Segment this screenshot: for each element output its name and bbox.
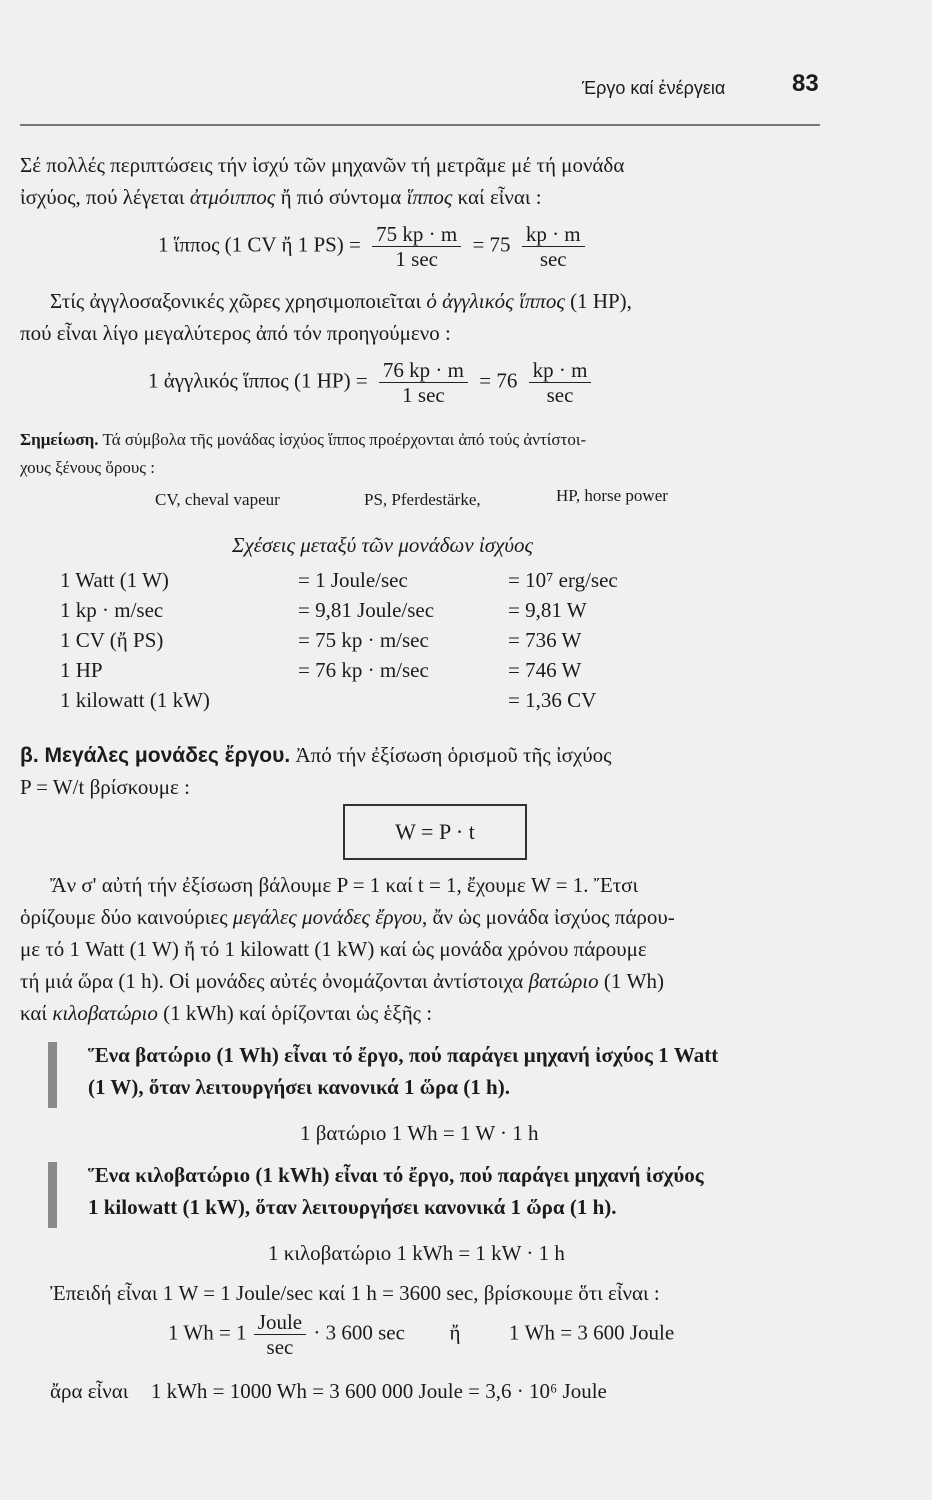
para3-term-kilowatt-hour: κιλοβατώριο [52, 1001, 158, 1025]
para3-line5-a: καί [20, 1001, 53, 1025]
eq3-mid: · 3 600 sec [313, 1320, 405, 1345]
para1-line2-b: ἤ πιό σύντομα [275, 185, 407, 209]
table-cell-unit: 1 Watt (1 W) [60, 568, 169, 592]
eq2-fraction [379, 358, 468, 407]
boxed-equation: W = P · t [343, 804, 527, 860]
definition-2-marker [48, 1162, 57, 1228]
para2-line1-a: Στίς ἀγγλοσαξονικές χῶρες χρησιμοποιεῖται [50, 289, 427, 313]
header-rule [20, 124, 820, 126]
final-equation: 1 kWh = 1000 Wh = 3 600 000 Joule = 3,6 · 10⁶ Joule [150, 1379, 607, 1403]
table-cell-eq2: = 1,36 CV [508, 688, 597, 712]
table-title-text: Σχέσεις μεταξύ τῶν μονάδων ἰσχύος [232, 533, 534, 557]
table-cell-eq1: = 1 Joule/sec [298, 568, 408, 592]
para3-term-large-units: μεγάλες μονάδες ἔργου [232, 905, 422, 929]
eq1-numerator-2: kp · m [522, 222, 585, 247]
para1-line2-c: καί εἶναι : [452, 185, 542, 209]
para3-line4 [20, 966, 664, 997]
note-term-cv: CV, cheval vapeur [155, 490, 280, 509]
final-line [50, 1376, 607, 1407]
table-cell-eq1: = 9,81 Joule/sec [298, 598, 435, 622]
para1-term-atmoippos: ἀτμόιππος [189, 185, 276, 209]
eq3-rhs: 1 Wh = 3 600 Joule [508, 1320, 675, 1345]
note-term-ps: PS, Pferdestärke, [364, 490, 481, 509]
definition-2-line1: Ἕνα κιλοβατώριο (1 kWh) εἶναι τό ἔργο, πού παράγει μηχανή ἰσχύος [88, 1163, 704, 1187]
eq2-fraction-2 [529, 358, 592, 407]
running-header-title: Έργο καί ἐνέργεια [582, 78, 726, 98]
equation-3 [168, 1310, 674, 1359]
table-cell-eq1: = 76 kp · m/sec [298, 658, 429, 682]
section-b-heading: β. Μεγάλες μονάδες ἔργου. [20, 744, 291, 767]
para3-term-watt-hour: βατώριο [528, 969, 599, 993]
eq1-mid: = 75 [472, 232, 511, 257]
para3-line1: Ἄν σ' αὐτή τήν ἐξίσωση βάλουμε P = 1 καί t = 1, ἔχουμε W = 1. Ἔτσι [50, 873, 639, 897]
table-cell-eq2: = 9,81 W [508, 598, 587, 622]
note-term-hp: HP, horse power [556, 486, 668, 505]
eq1-denominator: 1 sec [395, 247, 438, 271]
table-row [60, 686, 760, 716]
para3-line5 [20, 998, 432, 1029]
section-b-line1 [20, 740, 612, 771]
para2-line1 [50, 286, 632, 317]
para3-line2-a: ὁρίζουμε δύο καινούριες [20, 905, 233, 929]
section-b-line2: P = W/t βρίσκουμε : [20, 775, 190, 799]
eq3-lhs: 1 Wh = 1 [168, 1320, 247, 1345]
table-title [232, 530, 533, 561]
table-cell-unit: 1 CV (ἤ PS) [60, 628, 164, 652]
definition-1-line2: (1 W), ὅταν λειτουργήσει κανονικά 1 ὥρα (1 h). [88, 1075, 510, 1099]
para1-term-ippos: ἵππος [406, 185, 453, 209]
para2-line1-b: (1 HP), [564, 289, 632, 313]
equation-2 [148, 358, 597, 407]
table-row [60, 656, 760, 686]
eq1-denominator-2: sec [539, 247, 567, 271]
table-row [60, 566, 760, 596]
table-row [60, 626, 760, 656]
eq2-mid: = 76 [479, 368, 518, 393]
final-label: ἄρα εἶναι [50, 1379, 129, 1403]
para3-line2-b: , ἄν ὡς μονάδα ἰσχύος πάρου- [422, 905, 675, 929]
definition-1-marker [48, 1042, 57, 1108]
eq2-denominator-2: sec [546, 383, 574, 407]
page-number: 83 [792, 70, 819, 97]
table-cell-unit: 1 HP [60, 658, 103, 682]
para1-line1: Σέ πολλές περιπτώσεις τήν ἰσχύ τῶν μηχανῶν τή μετρᾶμε μέ τή μονάδα [20, 153, 625, 177]
table-cell-eq2: = 746 W [508, 658, 582, 682]
table-cell-eq1: = 75 kp · m/sec [298, 628, 429, 652]
definition-2-line2: 1 kilowatt (1 kW), ὅταν λειτουργήσει κανονικά 1 ὥρα (1 h). [88, 1195, 617, 1219]
para2-term-english-hp: ὁ ἀγγλικός ἵππος [426, 289, 565, 313]
eq3-denominator: sec [266, 1335, 294, 1359]
eq1-fraction-2 [522, 222, 585, 271]
note-text: Τά σύμβολα τῆς μονάδας ἰσχύος ἵππος προέρχονται ἀπό τούς ἀντίστοι- [98, 430, 587, 449]
table-cell-unit: 1 kilowatt (1 kW) [60, 688, 210, 712]
eq3-fraction [254, 1310, 306, 1359]
eq3-numerator: Joule [254, 1310, 306, 1335]
para3-line3: με τό 1 Watt (1 W) ἤ τό 1 kilowatt (1 kW) καί ὡς μονάδα χρόνου πάρουμε [20, 937, 647, 961]
definition-2-equation: 1 κιλοβατώριο 1 kWh = 1 kW · 1 h [268, 1241, 565, 1265]
note-line1 [20, 426, 586, 453]
para3-line4-a: τή μιά ὥρα (1 h). Οἱ μονάδες αὐτές ὀνομάζονται ἀντίστοιχα [20, 969, 529, 993]
para1-line2-a: ἰσχύος, πού λέγεται [20, 185, 190, 209]
eq2-numerator: 76 kp · m [379, 358, 468, 383]
para2-line2: πού εἶναι λίγο μεγαλύτερος ἀπό τόν προηγούμενο : [20, 321, 451, 345]
para1-line2 [20, 182, 542, 213]
note-label: Σημείωση. [20, 430, 99, 449]
eq1-fraction [372, 222, 461, 271]
table-cell-eq2: = 736 W [508, 628, 582, 652]
definition-1-equation: 1 βατώριο 1 Wh = 1 W · 1 h [300, 1121, 539, 1145]
para3-line4-b: (1 Wh) [598, 969, 664, 993]
table-cell-eq2: = 10⁷ erg/sec [508, 568, 618, 592]
para3-line2 [20, 902, 675, 933]
eq1-numerator: 75 kp · m [372, 222, 461, 247]
para3-line5-b: (1 kWh) καί ὁρίζονται ὡς ἑξῆς : [157, 1001, 433, 1025]
para4-line1: Ἐπειδή εἶναι 1 W = 1 Joule/sec καί 1 h = 3600 sec, βρίσκουμε ὅτι εἶναι : [50, 1281, 660, 1305]
eq1-lhs: 1 ἵππος (1 CV ἤ 1 PS) = [158, 232, 361, 257]
note-line2: χους ξένους ὅρους : [20, 458, 155, 477]
eq2-numerator-2: kp · m [529, 358, 592, 383]
section-b-line1-rest: Ἀπό τήν ἐξίσωση ὁρισμοῦ τῆς ἰσχύος [290, 743, 612, 767]
eq2-lhs: 1 ἀγγλικός ἵππος (1 HP) = [148, 368, 368, 393]
equation-1 [158, 222, 591, 271]
definition-1-line1: Ἕνα βατώριο (1 Wh) εἶναι τό ἔργο, πού παράγει μηχανή ἰσχύος 1 Watt [88, 1043, 719, 1067]
eq2-denominator: 1 sec [402, 383, 445, 407]
table-cell-unit: 1 kp · m/sec [60, 598, 164, 622]
relations-table [60, 566, 760, 716]
eq3-conj: ἤ [449, 1320, 461, 1345]
table-row [60, 596, 760, 626]
